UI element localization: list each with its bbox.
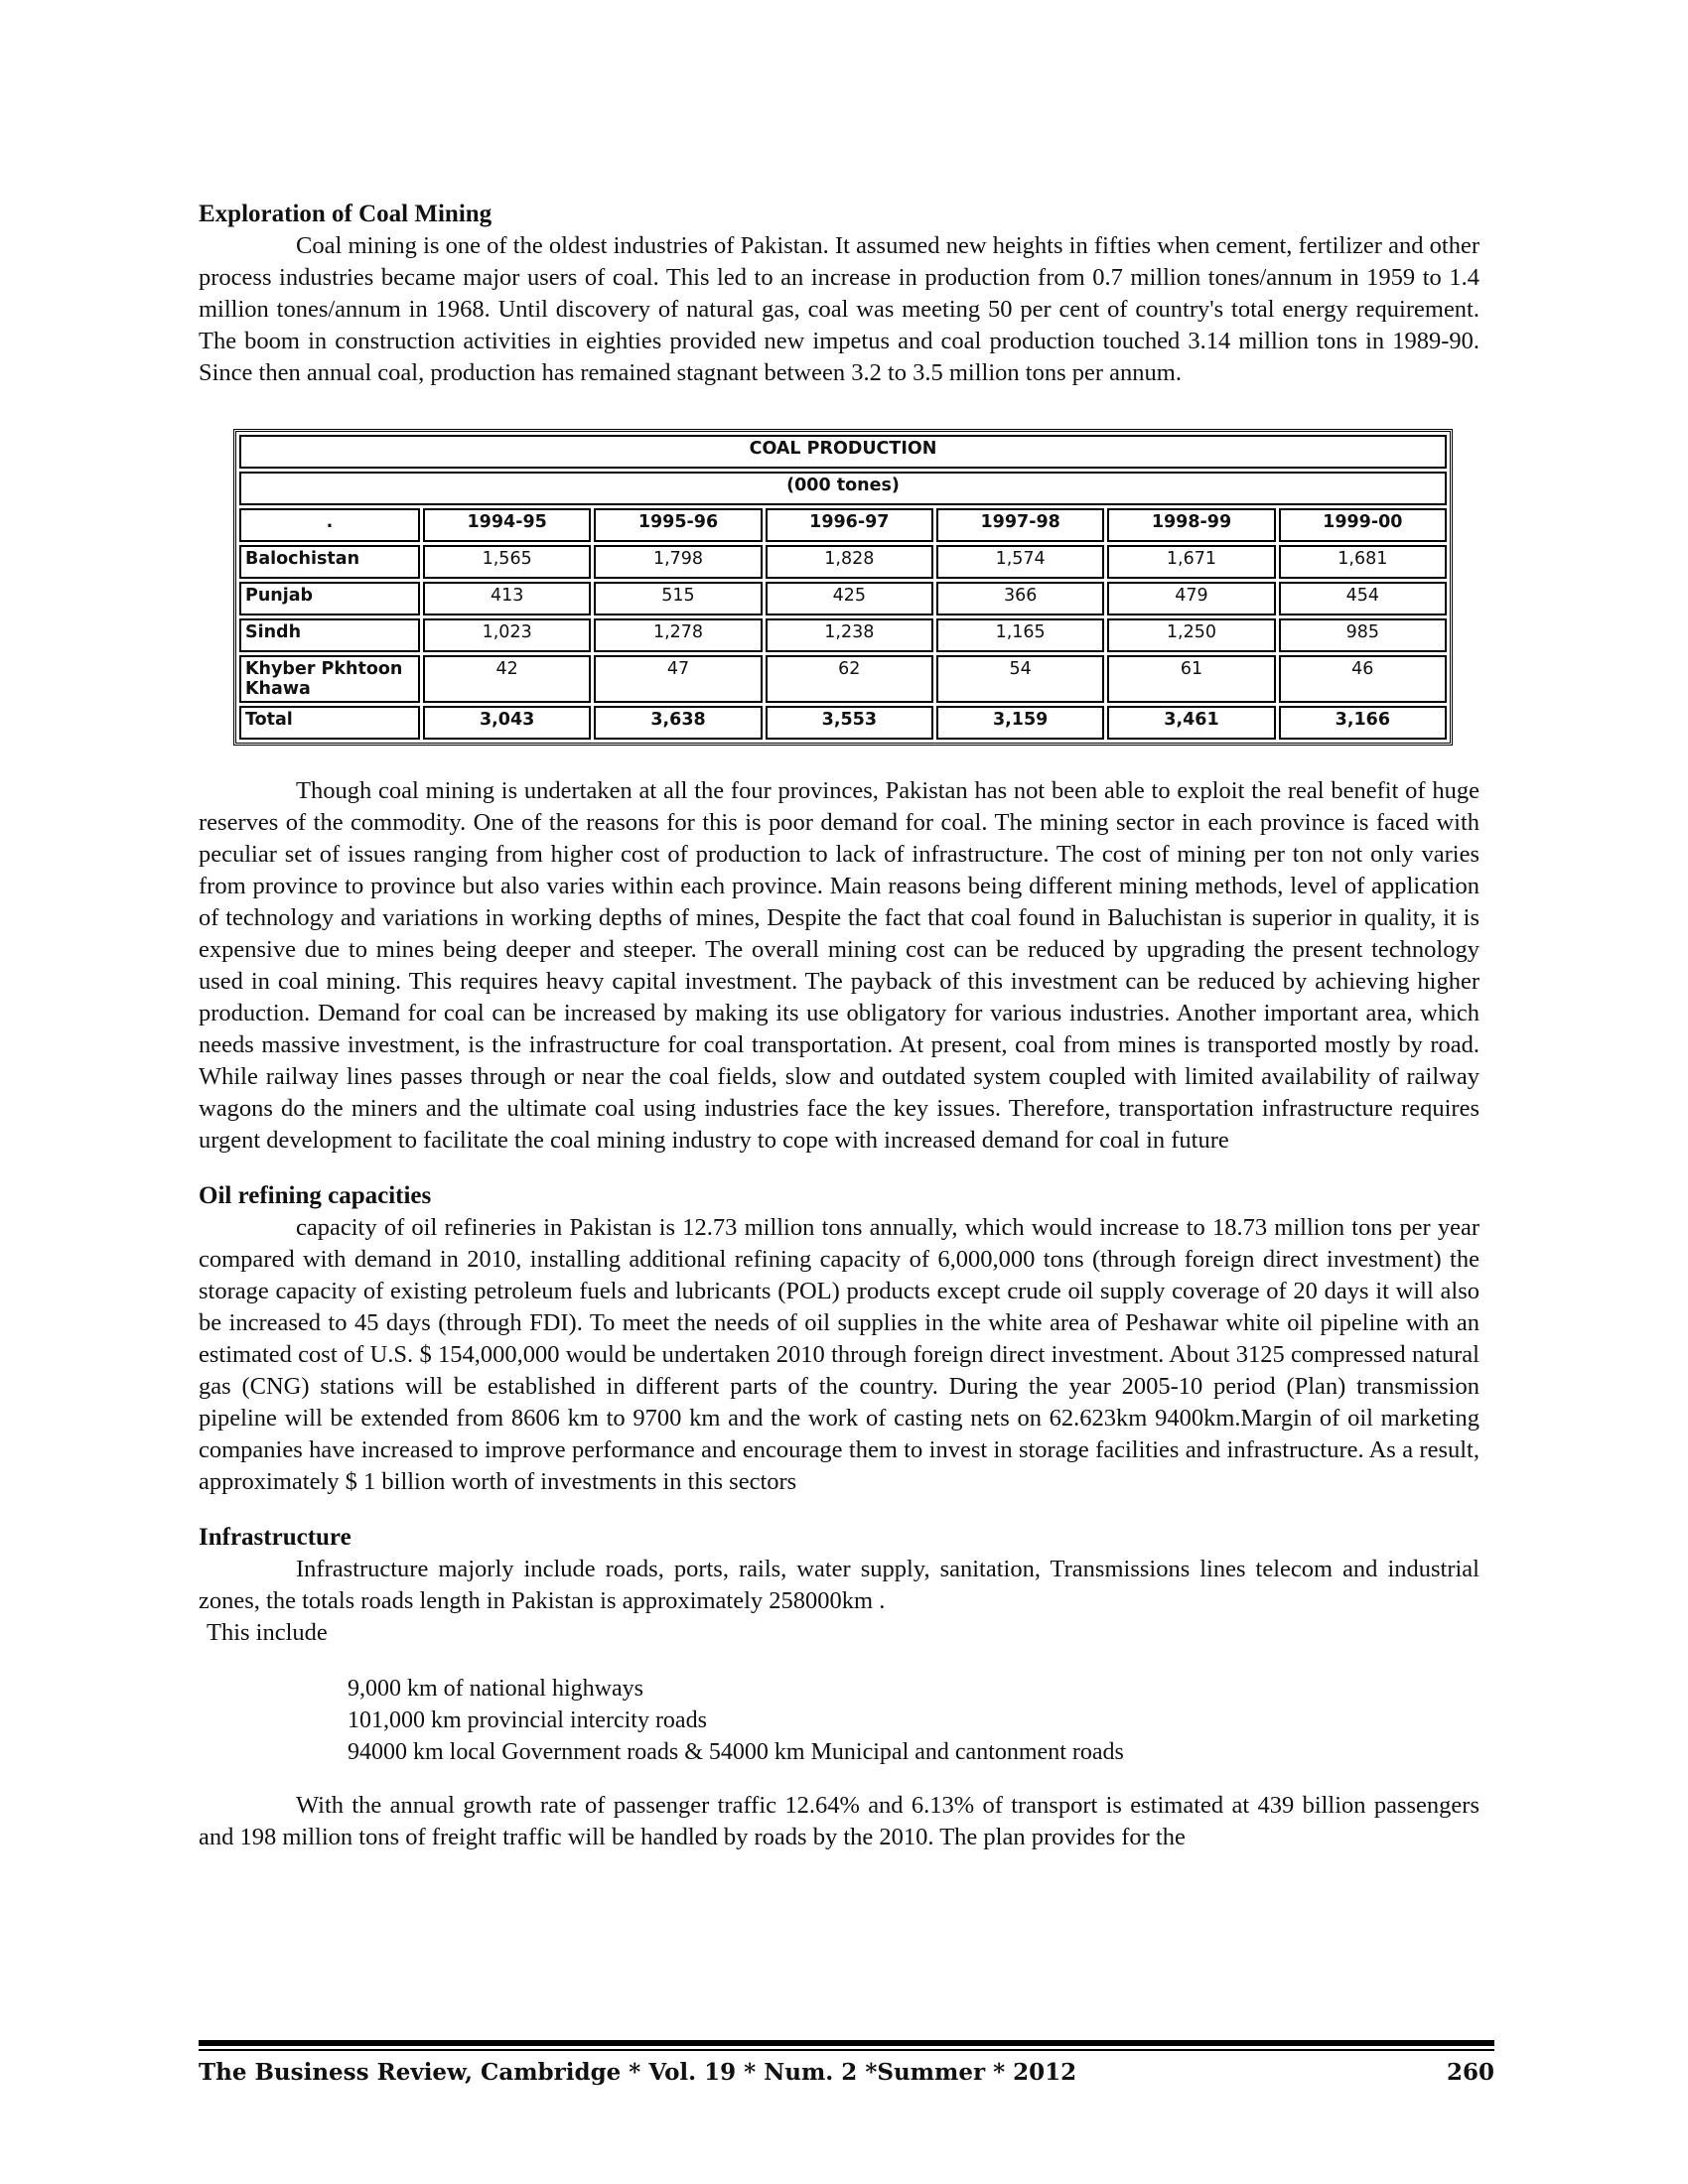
table-cell: 1,681 — [1279, 545, 1447, 579]
list-item: 9,000 km of national highways — [348, 1676, 643, 1702]
table-row — [239, 618, 1447, 652]
infrastructure-paragraph-2: With the annual growth rate of passenger traffic 12.64% and 6.13% of transport is estimated at 439 billion passengers and 198 million tons of freight traffic will be handled by roads by the 2010. The plan provides for the — [199, 1792, 1479, 1850]
table-cell: 1,238 — [766, 618, 933, 652]
roads-list — [348, 1673, 1479, 1768]
section-heading-oil: Oil refining capacities — [199, 1182, 432, 1209]
column-header: 1994-95 — [423, 508, 591, 542]
table-cell: 54 — [936, 655, 1104, 703]
coal-production-table-wrapper — [233, 429, 1453, 746]
table-cell: 1,671 — [1107, 545, 1275, 579]
table-cell: 3,043 — [423, 706, 591, 740]
coal-paragraph-2: Though coal mining is undertaken at all the four provinces, Pakistan has not been able to exploit the real benefit of huge reserves of the commodity. One of the reasons for this is poor demand for coal. The mining sector in each province is faced with peculiar set of issues ranging from higher cost of production to lack of infrastructure. The cost of mining per ton not only varies from province to province but also varies within each province. Main reasons being different mining methods, level of application of technology and variations in working depths of mines, Despite the fact that coal found in Baluchistan is superior in quality, it is expensive due to mines being deeper and steeper. The overall mining cost can be reduced by upgrading the present technology used in coal mining. This requires heavy capital investment. The payback of this investment can be reduced by achieving higher production. Demand for coal can be increased by making its use obligatory for various industries. Another important area, which needs massive investment, is the infrastructure for coal transportation. At present, coal from mines is transported mostly by road. While railway lines passes through or near the coal fields, slow and outdated system coupled with limited availability of railway wagons do the miners and the ultimate coal using industries face the key issues. Therefore, transportation infrastructure requires urgent development to facilitate the coal mining industry to cope with increased demand for coal in future — [199, 777, 1479, 1154]
page-number: 260 — [1446, 2059, 1494, 2086]
footer-rule-thick — [199, 2040, 1494, 2046]
infrastructure-paragraph: Infrastructure majorly include roads, ports, rails, water supply, sanitation, Transmissions lines telecom and industrial zones, the totals roads length in Pakistan is approximately 258000km . — [199, 1556, 1479, 1614]
table-row — [239, 545, 1447, 579]
table-cell: 1,250 — [1107, 618, 1275, 652]
table-cell: 1,565 — [423, 545, 591, 579]
footer-journal-citation: The Business Review, Cambridge * Vol. 19 * Num. 2 *Summer * 2012 — [199, 2059, 1077, 2086]
column-header: 1997-98 — [936, 508, 1104, 542]
page-content — [199, 199, 1479, 1853]
table-total-row — [239, 706, 1447, 740]
row-label: Sindh — [239, 618, 420, 652]
table-corner-cell: . — [239, 508, 420, 542]
table-cell: 1,574 — [936, 545, 1104, 579]
table-row — [239, 582, 1447, 615]
table-cell: 985 — [1279, 618, 1447, 652]
list-item: 101,000 km provincial intercity roads — [348, 1707, 707, 1733]
table-cell: 425 — [766, 582, 933, 615]
coal-production-table — [233, 429, 1453, 746]
table-cell: 413 — [423, 582, 591, 615]
row-label: Khyber Pkhtoon Khawa — [239, 655, 420, 703]
oil-paragraph: capacity of oil refineries in Pakistan is 12.73 million tons annually, which would increase to 18.73 million tons per year compared with demand in 2010, installing additional refining capacity of 6,000,000 tons (through foreign direct investment) the storage capacity of existing petroleum fuels and lubricants (POL) products except crude oil supply coverage of 20 days it will also be increased to 45 days (through FDI). To meet the needs of oil supplies in the white area of Peshawar white oil pipeline with an estimated cost of U.S. $ 154,000,000 would be undertaken 2010 through foreign direct investment. About 3125 compressed natural gas (CNG) stations will be established in different parts of the country. During the year 2005-10 period (Plan) transmission pipeline will be extended from 8606 km to 9700 km and the work of casting nets on 62.623km 9400km.Margin of oil marketing companies have increased to improve performance and encourage them to invest in storage facilities and infrastructure. As a result, approximately $ 1 billion worth of investments in this sectors — [199, 1214, 1479, 1495]
table-cell: 46 — [1279, 655, 1447, 703]
section-heading-coal: Exploration of Coal Mining — [199, 201, 492, 227]
page-footer — [199, 2059, 1494, 2086]
table-cell: 61 — [1107, 655, 1275, 703]
column-header: 1999-00 — [1279, 508, 1447, 542]
table-cell: 3,553 — [766, 706, 933, 740]
section-heading-infrastructure: Infrastructure — [199, 1524, 352, 1551]
table-cell: 1,278 — [594, 618, 762, 652]
row-label: Punjab — [239, 582, 420, 615]
table-header-row — [239, 508, 1447, 542]
table-cell: 366 — [936, 582, 1104, 615]
table-cell: 47 — [594, 655, 762, 703]
coal-paragraph-1: Coal mining is one of the oldest industries of Pakistan. It assumed new heights in fifties when cement, fertilizer and other process industries became major users of coal. This led to an increase in production from 0.7 million tones/annum in 1959 to 1.4 million tones/annum in 1968. Until discovery of natural gas, coal was meeting 50 per cent of country's total energy requirement. The boom in construction activities in eighties provided new impetus and coal production touched 3.14 million tons in 1989-90. Since then annual coal, production has remained stagnant between 3.2 to 3.5 million tons per annum. — [199, 232, 1479, 386]
table-cell: 1,828 — [766, 545, 933, 579]
table-cell: 1,798 — [594, 545, 762, 579]
row-label: Total — [239, 706, 420, 740]
table-subtitle: (000 tones) — [239, 472, 1447, 505]
table-cell: 515 — [594, 582, 762, 615]
table-cell: 479 — [1107, 582, 1275, 615]
table-cell: 42 — [423, 655, 591, 703]
row-label: Balochistan — [239, 545, 420, 579]
table-cell: 3,159 — [936, 706, 1104, 740]
table-cell: 3,461 — [1107, 706, 1275, 740]
table-cell: 3,166 — [1279, 706, 1447, 740]
table-cell: 1,023 — [423, 618, 591, 652]
table-cell: 3,638 — [594, 706, 762, 740]
column-header: 1995-96 — [594, 508, 762, 542]
table-title: COAL PRODUCTION — [239, 435, 1447, 469]
list-item: 94000 km local Government roads & 54000 km Municipal and cantonment roads — [348, 1739, 1124, 1765]
table-cell: 454 — [1279, 582, 1447, 615]
table-cell: 1,165 — [936, 618, 1104, 652]
infrastructure-include-line: This include — [207, 1619, 328, 1646]
column-header: 1996-97 — [766, 508, 933, 542]
footer-rule-thin — [199, 2049, 1494, 2051]
column-header: 1998-99 — [1107, 508, 1275, 542]
table-row — [239, 655, 1447, 703]
table-cell: 62 — [766, 655, 933, 703]
